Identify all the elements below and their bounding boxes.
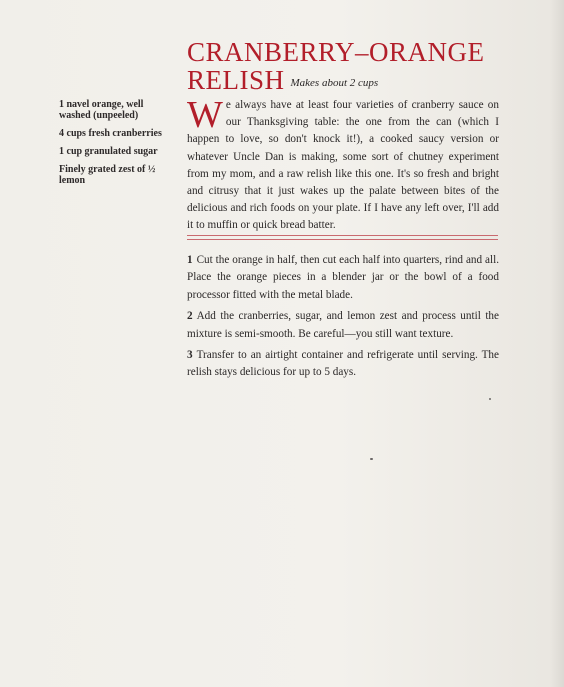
step-item: [187, 347, 499, 382]
divider-rule-top: [187, 235, 498, 236]
recipe-yield: Makes about 2 cups: [290, 76, 379, 89]
paper-speck: [370, 458, 373, 460]
divider-rule-bottom: [187, 239, 498, 240]
recipe-title: [187, 38, 547, 97]
recipe-steps: [187, 252, 499, 386]
recipe-title-line1: CRANBERRY–ORANGE: [187, 37, 485, 67]
step-number: 2: [187, 310, 193, 323]
paper-speck: [489, 398, 491, 400]
recipe-title-line2: [187, 66, 547, 97]
page-gutter-shadow: [550, 0, 564, 687]
step-text: Add the cranberries, sugar, and lemon zest and process until the mixture is semi-smooth. Be careful—you still want texture.: [187, 310, 499, 340]
intro-text: e always have at least four varieties of cranberry sauce on our Thanksgiving table: the one from the can (which I happen to love, so don't knock it!), a cooked saucy version or whatever Uncle Dan is making, some sort of chutney experiment from my mom, and a raw relish like this one. It's so fresh and bright and citrusy that it just wakes up the palate between bites of the delicious and rich foods on your plate. If I have any left over, I'll add it to muffin or quick bread batter.: [187, 99, 499, 232]
step-text: Transfer to an airtight container and refrigerate until serving. The relish stays delicious for up to 5 days.: [187, 349, 499, 379]
intro-drop-cap: W: [187, 94, 223, 136]
step-number: 3: [187, 349, 193, 362]
ingredient-item: Finely grated zest of ½ lemon: [59, 164, 156, 186]
step-item: [187, 252, 499, 304]
ingredient-item: 1 cup granulated sugar: [59, 146, 158, 157]
step-item: [187, 308, 499, 343]
step-number: 1: [187, 254, 193, 266]
step-text: Cut the orange in half, then cut each half into quarters, rind and all. Place the orange pieces in a blender jar or the bowl of a food processor fitted with the metal blade.: [187, 254, 499, 301]
ingredient-item: 4 cups fresh cranberries: [59, 128, 162, 139]
recipe-intro: [187, 94, 499, 235]
recipe-title-line2-text: RELISH: [187, 65, 285, 95]
ingredient-item: 1 navel orange, well washed (unpeeled): [59, 99, 144, 121]
ingredients-list: [59, 99, 174, 193]
